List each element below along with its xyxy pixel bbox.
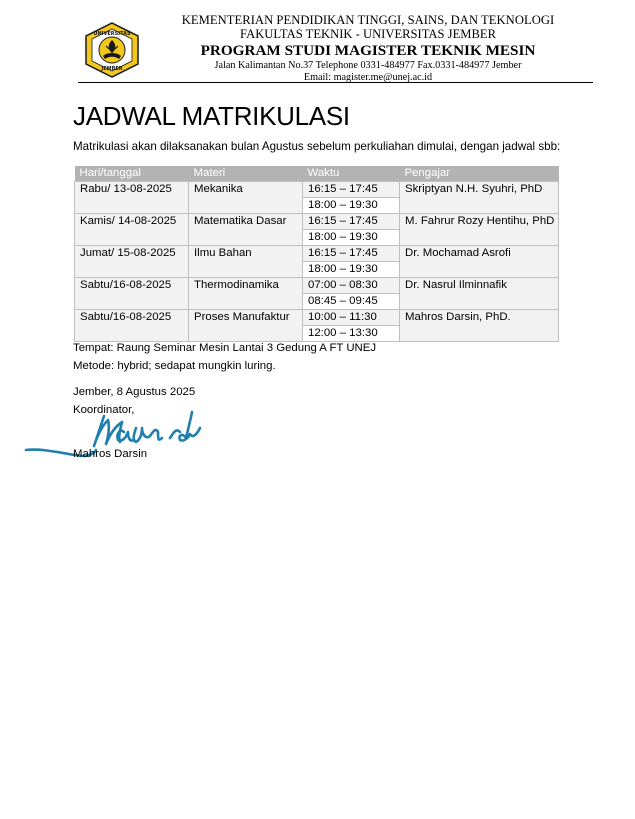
cell-day: Jumat/ 15-08-2025 — [75, 246, 189, 278]
logo-text-top: UNIVERSITAS — [93, 31, 131, 37]
cell-time-1: 10:00 – 11:30 — [303, 310, 400, 326]
cell-subject: Thermodinamika — [189, 278, 303, 310]
university-logo — [83, 22, 141, 78]
cell-lecturer: Mahros Darsin, PhD. — [400, 310, 559, 342]
schedule-table — [74, 166, 559, 342]
cell-day: Kamis/ 14-08-2025 — [75, 214, 189, 246]
cell-time-2: 18:00 – 19:30 — [303, 262, 400, 278]
header-subject: Materi — [189, 166, 303, 182]
cell-time-2: 12:00 – 13:30 — [303, 326, 400, 342]
letterhead-divider — [78, 82, 593, 83]
cell-time-2: 18:00 – 19:30 — [303, 230, 400, 246]
cell-day: Sabtu/16-08-2025 — [75, 310, 189, 342]
letterhead-ministry: KEMENTERIAN PENDIDIKAN TINGGI, SAINS, DAN TEKNOLOGI — [181, 13, 555, 27]
cell-time-2: 18:00 – 19:30 — [303, 198, 400, 214]
cell-subject: Ilmu Bahan — [189, 246, 303, 278]
page-title: JADWAL MATRIKULASI — [73, 101, 350, 131]
cell-time-1: 07:00 – 08:30 — [303, 278, 400, 294]
letterhead-program: PROGRAM STUDI MAGISTER TEKNIK MESIN — [200, 42, 536, 59]
header-day: Hari/tanggal — [75, 166, 189, 182]
cell-lecturer: Skriptyan N.H. Syuhri, PhD — [400, 182, 559, 214]
date-line: Jember, 8 Agustus 2025 — [73, 386, 196, 398]
header-time: Waktu — [303, 166, 400, 182]
method-line: Metode: hybrid; sedapat mungkin luring. — [73, 360, 276, 372]
logo-text-bottom: JEMBER — [101, 66, 123, 72]
venue-line: Tempat: Raung Seminar Mesin Lantai 3 Gedung A FT UNEJ — [73, 342, 377, 354]
letterhead-faculty: FAKULTAS TEKNIK - UNIVERSITAS JEMBER — [240, 27, 496, 41]
cell-subject: Mekanika — [189, 182, 303, 214]
table-header-row — [75, 166, 559, 182]
letterhead-address: Jalan Kalimantan No.37 Telephone 0331-484977 Fax.0331-484977 Jember — [214, 60, 522, 71]
cell-subject: Proses Manufaktur — [189, 310, 303, 342]
letterhead-email: Email: magister.me@unej.ac.id — [303, 72, 433, 83]
cell-time-1: 16:15 – 17:45 — [303, 246, 400, 262]
cell-lecturer: Dr. Mochamad Asrofi — [400, 246, 559, 278]
table-row — [75, 278, 559, 294]
table-row — [75, 246, 559, 262]
cell-lecturer: Dr. Nasrul Ilminnafik — [400, 278, 559, 310]
cell-day: Rabu/ 13-08-2025 — [75, 182, 189, 214]
table-row — [75, 214, 559, 230]
table-row — [75, 310, 559, 326]
cell-day: Sabtu/16-08-2025 — [75, 278, 189, 310]
cell-time-1: 16:15 – 17:45 — [303, 182, 400, 198]
cell-subject: Matematika Dasar — [189, 214, 303, 246]
cell-time-2: 08:45 – 09:45 — [303, 294, 400, 310]
cell-lecturer: M. Fahrur Rozy Hentihu, PhD — [400, 214, 559, 246]
signatory-name: Mahros Darsin — [73, 448, 148, 460]
table-row — [75, 182, 559, 198]
coordinator-role: Koordinator, — [73, 404, 135, 416]
header-lecturer: Pengajar — [400, 166, 559, 182]
cell-time-1: 16:15 – 17:45 — [303, 214, 400, 230]
intro-paragraph: Matrikulasi akan dilaksanakan bulan Agustus sebelum perkuliahan dimulai, dengan jadwal sbb: — [73, 140, 561, 153]
